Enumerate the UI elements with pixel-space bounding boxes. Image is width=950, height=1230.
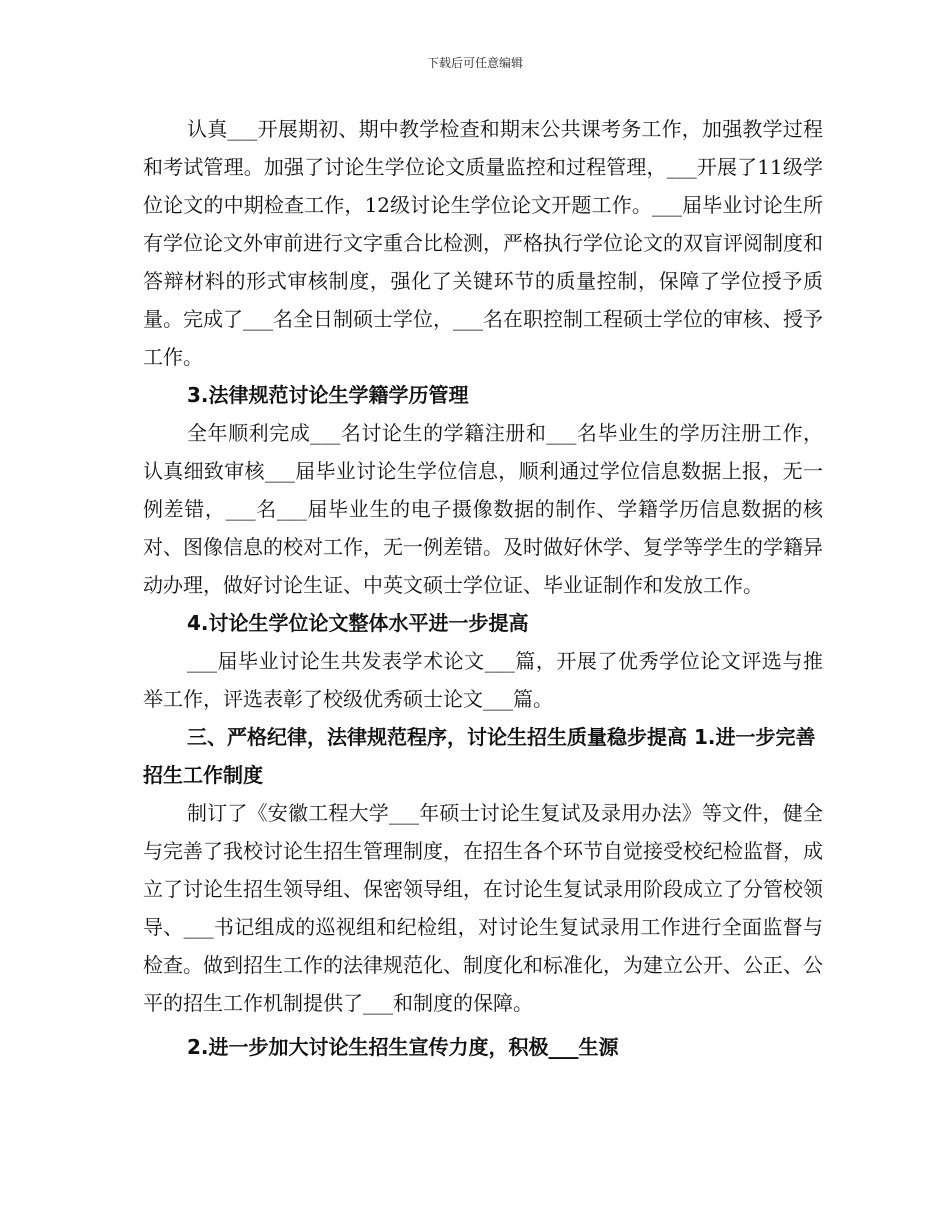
paragraph-student-records: 全年顺利完成___名讨论生的学籍注册和___名毕业生的学历注册工作，认真细致审核___届毕业讨论生学位信息，顺利通过学位信息数据上报，无一例差错，___名___届毕业生的电子摄像数据的制作、学籍学历信息数据的核对、图像信息的校对工作，无一例差错。及时做好休学、复学等学生的学籍异动办理，做好讨论生证、中英文硕士学位证、毕业证制作和发放工作。 <box>143 421 823 597</box>
paragraph-thesis-quality: ___届毕业讨论生共发表学术论文___篇，开展了优秀学位论文评选与推举工作，评选表彰了校级优秀硕士论文___篇。 <box>143 649 823 711</box>
section-heading-admissions: 三、严格纪律，法律规范程序，讨论生招生质量稳步提高 1.进一步完善招生工作制度 <box>143 725 816 787</box>
page-header: 下载后可任意编辑 <box>426 56 523 70</box>
heading-admissions-publicity: 2.进一步加大讨论生招生宣传力度，积极___生源 <box>187 1035 619 1059</box>
heading-student-records: 3.法律规范讨论生学籍学历管理 <box>187 383 469 407</box>
paragraph-teaching-inspection: 认真___开展期初、期中教学检查和期末公共课考务工作，加强教学过程和考试管理。加强了讨论生学位论文质量监控和过程管理，___开展了11级学位论文的中期检查工作，12级讨论生学位论文开题工作。___届毕业讨论生所有学位论文外审前进行文字重合比检测，严格执行学位论文的双盲评阅制度和答辩材料的形式审核制度，强化了关键环节的质量控制，保障了学位授予质量。完成了___名全日制硕士学位，___名在职控制工程硕士学位的审核、授予工作。 <box>143 117 823 369</box>
heading-thesis-quality: 4.讨论生学位论文整体水平进一步提高 <box>187 611 529 635</box>
paragraph-admissions-rules: 制订了《安徽工程大学___年硕士讨论生复试及录用办法》等文件，健全与完善了我校讨论生招生管理制度，在招生各个环节自觉接受校纪检监督，成立了讨论生招生领导组、保密领导组，在讨论生复试录用阶段成立了分管校领导、___书记组成的巡视组和纪检组，对讨论生复试录用工作进行全面监督与检查。做到招生工作的法律规范化、制度化和标准化，为建立公开、公正、公平的招生工作机制提供了___和制度的保障。 <box>143 801 823 1015</box>
document-body <box>143 110 823 1066</box>
